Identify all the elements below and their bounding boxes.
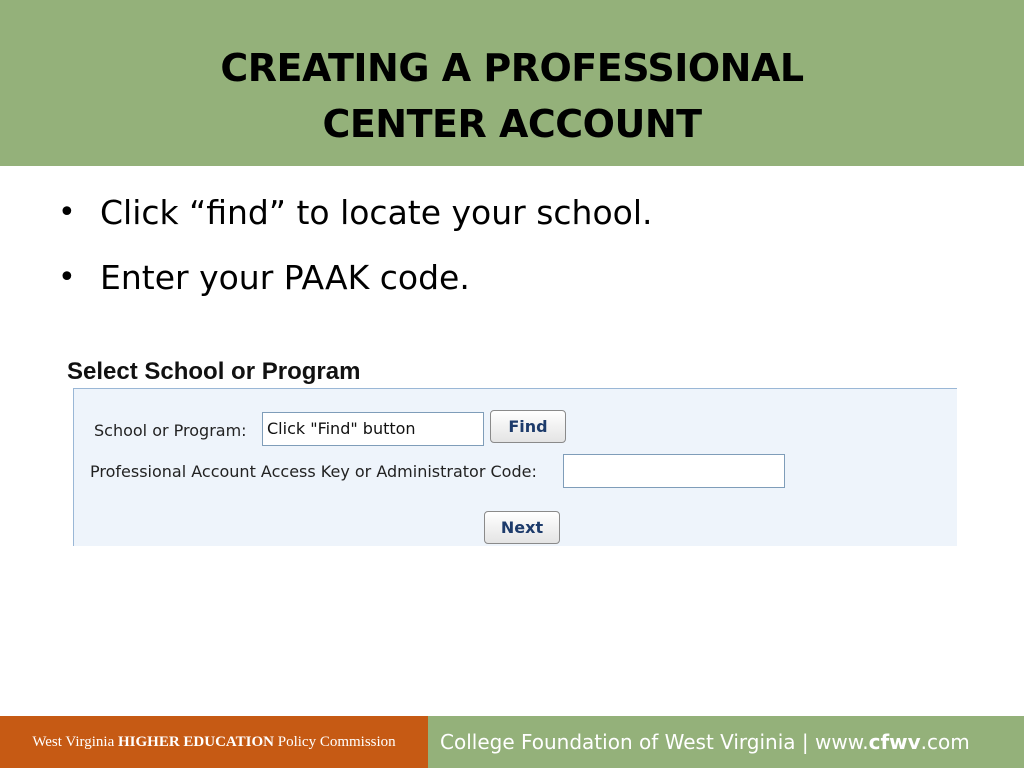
slide-title	[0, 40, 1024, 152]
slide-title-line1: CREATING A PROFESSIONAL	[220, 46, 804, 90]
footer-right-text: College Foundation of West Virginia | www.	[440, 730, 869, 754]
bullet-dot-icon: •	[58, 260, 76, 295]
bullet-item	[58, 255, 653, 300]
footer-left-text-2: Policy Commission	[273, 734, 396, 750]
footer-left-text-1: West Virginia	[32, 734, 118, 750]
bullet-text: Enter your PAAK code.	[100, 258, 470, 297]
slide-title-line2: CENTER ACCOUNT	[322, 102, 702, 146]
access-key-label: Professional Account Access Key or Administrator Code:	[90, 462, 537, 481]
select-school-panel	[73, 388, 957, 546]
footer-right-suffix: .com	[920, 730, 970, 754]
school-label: School or Program:	[94, 421, 247, 440]
bullet-text: Click “find” to locate your school.	[100, 193, 653, 232]
find-button[interactable]: Find	[490, 410, 566, 443]
form-heading: Select School or Program	[67, 358, 361, 385]
footer-cfwv	[428, 716, 1024, 768]
footer-left-bold: HIGHER EDUCATION	[117, 734, 274, 750]
next-button[interactable]: Next	[484, 511, 560, 544]
footer-hepc	[0, 716, 428, 768]
bullet-list	[58, 190, 653, 320]
bullet-dot-icon: •	[58, 195, 76, 230]
school-input[interactable]: Click "Find" button	[262, 412, 484, 446]
footer-right-bold: cfwv	[868, 730, 921, 754]
bullet-item	[58, 190, 653, 235]
access-key-input[interactable]	[563, 454, 785, 488]
